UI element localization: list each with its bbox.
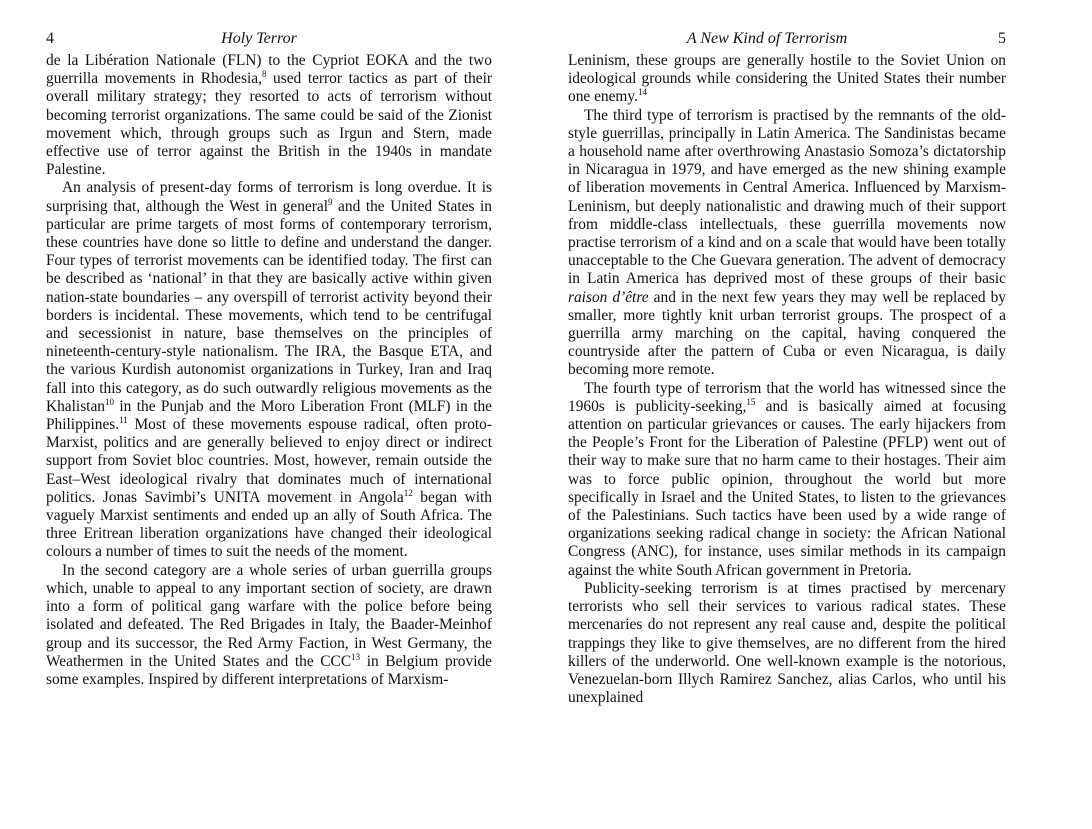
- text-run: de la Libération Nationale (FLN) to the Cypriot EOKA and the two guerrilla movements in Rhodesia,: [46, 52, 492, 88]
- footnote-ref: 15: [746, 396, 756, 407]
- text-run: used terror tactics as part of their overall military strategy; they resorted to acts of terrorism without becoming terrorist organizations. The same could be said of the Zionist movement which, through groups such as Irgun and Stern, made effective use of terror against the British in the 1940s in mandate Palestine.: [46, 70, 492, 179]
- footnote-ref: 13: [351, 651, 361, 662]
- text-run: The third type of terrorism is practised by the remnants of the old-style guerrillas, principally in Latin America. The Sandinistas became a household name after overthrowing Anastasio Somoza’s dictatorship in Nicaragua in 1979, and have emerged as the new shining example of liberation movements in Central America. Influenced by Marxism-Leninism, but deeply nationalistic and drawing much of their support from middle-class intellectuals, these guerrilla movements now practise terrorism of a kind and on a scale that would have been totally unacceptable to the Che Guevara generation. The advent of democracy in Latin America has deprived most of these groups of their basic: [568, 106, 1006, 288]
- footnote-ref: 14: [637, 87, 647, 98]
- text-run: Publicity-seeking terrorism is at times practised by mercenary terrorists who sell their services to various radical states. These mercenaries do not represent any real cause and, despite the political trappings they like to give themselves, are no different from the hired killers of the underworld. One well-known example is the notorious, Venezuelan-born Illych Ramirez Sanchez, alias Carlos, who until his unexplained: [568, 579, 1006, 707]
- paragraph: [568, 52, 1006, 107]
- page-number: 5: [998, 30, 1006, 47]
- paragraph: [568, 380, 1006, 580]
- paragraph: [46, 179, 492, 561]
- text-run: and the United States in particular are prime targets of most forms of contemporary terrorism, these countries have done so little to define and understand the danger. Four types of terrorist movements can be identified today. The first can be described as ‘national’ in that they are basically active within given nation-state boundaries – any overspill of terrorist activity beyond their borders is incidental. These movements, which tend to be centrifugal and secessionist in nature, base themselves on the principles of nineteenth-century-style nationalism. The IRA, the Basque ETA, and the various Kurdish autonomist organizations in Turkey, Iran and Iraq fall into this category, as do such outwardly religious movements as the Khalistan: [46, 197, 492, 415]
- italic-text: raison d’être: [568, 288, 649, 306]
- text-run: Most of these movements espouse radical, often proto-Marxist, politics and are generally believed to enjoy direct or indirect support from Soviet bloc countries. Most, however, remain outside the East–West ideological rivalry that dominates much of international politics. Jonas Savimbi’s UNITA movement in Angola: [46, 416, 492, 506]
- left-page-body: [46, 52, 492, 689]
- page-number: 4: [46, 30, 54, 47]
- running-head: A New Kind of Terrorism: [686, 30, 848, 47]
- text-run: in the Punjab and the Moro Liberation Front (MLF) in the Philippines.: [46, 397, 492, 434]
- paragraph: [568, 580, 1006, 707]
- text-run: in Belgium provide some examples. Inspired by different interpretations of Marxism-: [46, 652, 492, 688]
- right-page-body: [568, 52, 1006, 707]
- text-run: Leninism, these groups are generally hostile to the Soviet Union on ideological grounds while considering the United States their number one enemy.: [568, 52, 1006, 106]
- text-run: and is basically aimed at focusing attention on particular grievances or causes. The early hijackers from the People’s Front for the Liberation of Palestine (PFLP) went out of their way to make sure that no harm came to their hostages. Their aim was to force public opinion, throughout the world but more specifically in Israel and the United States, to listen to the grievances of the Palestinians. Such tactics have been used by a wide range of organizations seeking radical change in society: the African National Congress (ANC), for instance, uses similar methods in its campaign against the white South African government in Pretoria.: [568, 397, 1006, 579]
- left-page-header: [46, 26, 492, 52]
- footnote-ref: 8: [261, 69, 267, 80]
- right-page-header: [568, 26, 1006, 52]
- text-run: An analysis of present-day forms of terrorism is long overdue. It is surprising that, although the West in general: [46, 179, 492, 215]
- footnote-ref: 9: [327, 196, 333, 207]
- text-run: The fourth type of terrorism that the world has witnessed since the 1960s is publicity-seeking,: [568, 379, 1006, 415]
- paragraph: [568, 107, 1006, 380]
- text-run: In the second category are a whole series of urban guerrilla groups which, unable to appeal to any important section of society, are drawn into a form of political gang warfare with the police before being isolated and defeated. The Red Brigades in Italy, the Baader-Meinhof group and its successor, the Red Army Faction, in West Germany, the Weathermen in the United States and the CCC: [46, 561, 492, 670]
- running-head: Holy Terror: [221, 30, 297, 47]
- left-page: [46, 26, 492, 689]
- footnote-ref: 12: [403, 487, 413, 498]
- paragraph: [46, 52, 492, 179]
- footnote-ref: 10: [105, 396, 114, 407]
- text-run: and in the next few years they may well be replaced by smaller, more tightly knit urban terrorist groups. The prospect of a guerrilla army marching on the capital, having conquered the countryside after the pattern of Cuba or even Nicaragua, is daily becoming more remote.: [568, 288, 1006, 379]
- text-run: began with vaguely Marxist sentiments and ended up an ally of South Africa. The three Eritrean liberation organizations have changed their ideological colours a number of times to suit the needs of the moment.: [46, 488, 493, 561]
- paragraph: [46, 562, 492, 689]
- right-page: [568, 26, 1006, 707]
- footnote-ref: 11: [119, 415, 128, 426]
